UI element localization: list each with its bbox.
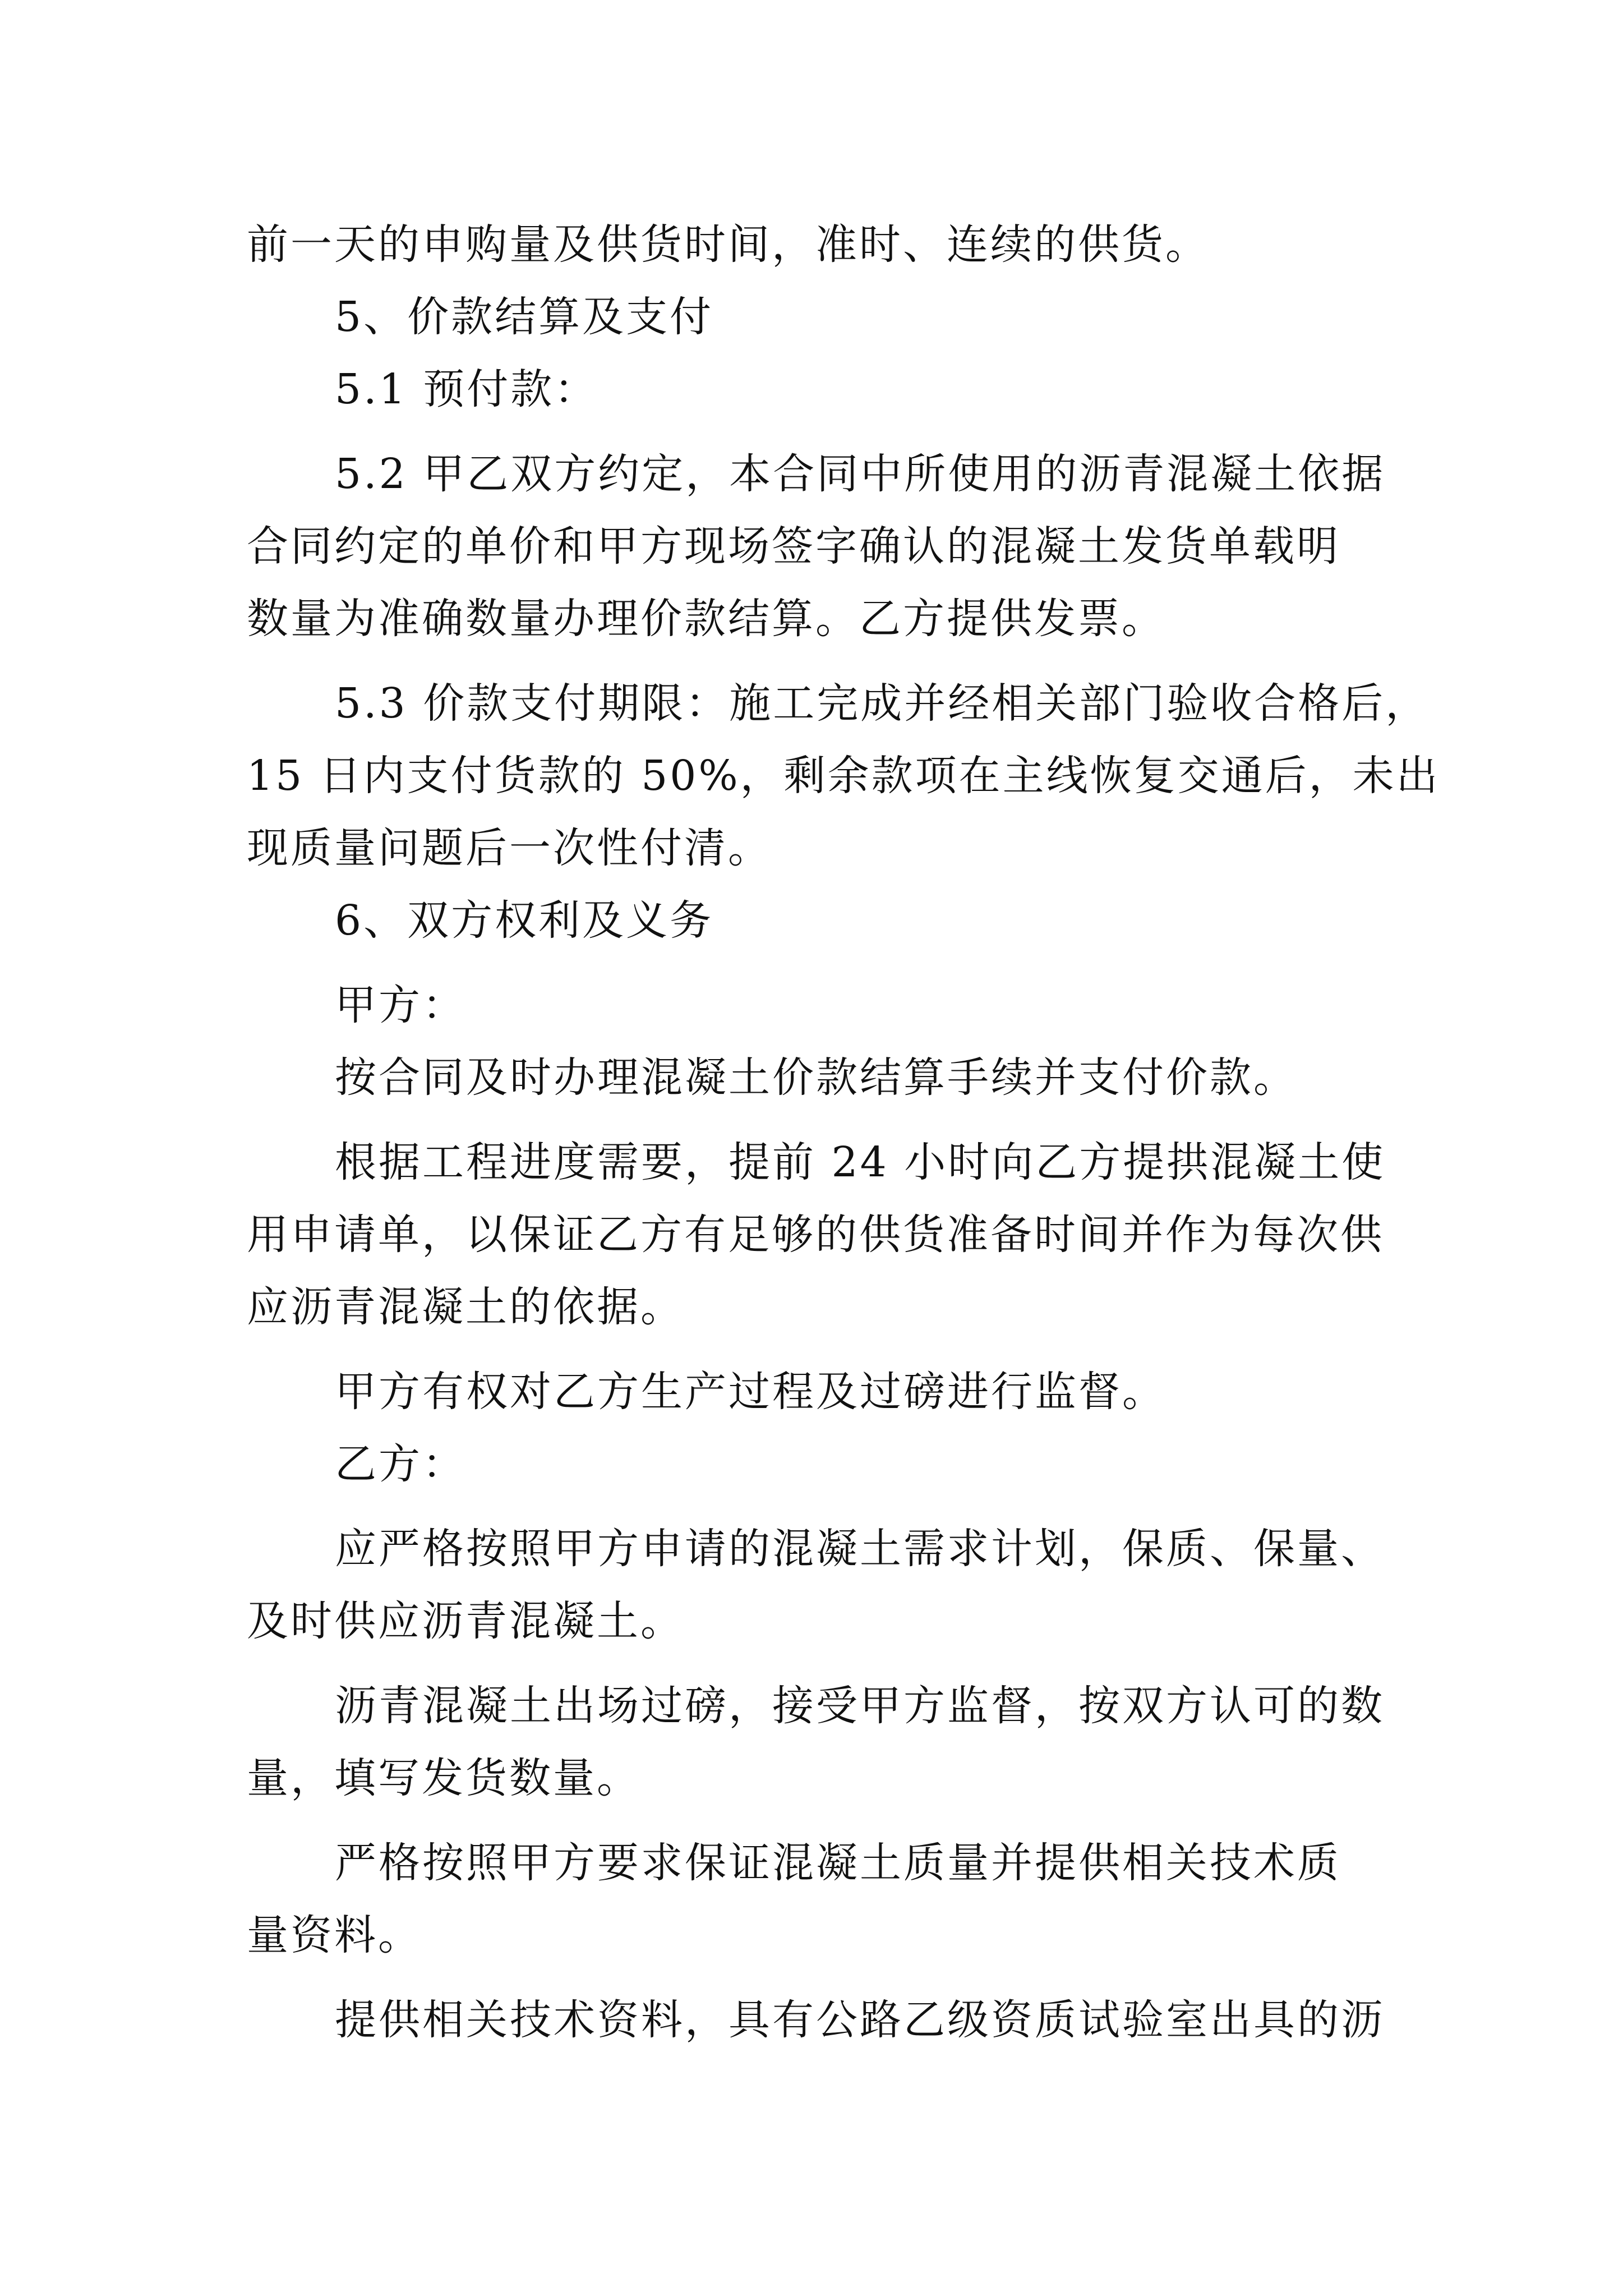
text-line: 应严格按照甲方申请的混凝土需求计划，保质、保量、 [335,1525,1385,1573]
text-line: 用申请单，以保证乙方有足够的供货准备时间并作为每次供 [247,1211,1384,1259]
text-line: 前一天的申购量及供货时间，准时、连续的供货。 [247,220,1209,269]
text-line: 甲方有权对乙方生产过程及过磅进行监督。 [335,1368,1166,1416]
text-line: 沥青混凝土出场过磅，接受甲方监督，按双方认可的数 [335,1682,1385,1730]
text-line: 数量为准确数量办理价款结算。乙方提供发票。 [247,595,1165,643]
text-line: 15 日内支付货款的 50%，剩余款项在主线恢复交通后，未出 [247,752,1440,800]
text-line: 及时供应沥青混凝土。 [247,1597,684,1645]
text-line: 量，填写发货数量。 [247,1754,640,1802]
text-line: 量资料。 [247,1911,422,1959]
text-line: 按合同及时办理混凝土价款结算手续并支付价款。 [335,1053,1297,1102]
section-heading: 6、双方权利及义务 [335,896,714,945]
text-line: 5.1 预付款： [335,365,598,413]
section-heading: 5、价款结算及支付 [335,293,714,341]
text-line: 现质量问题后一次性付清。 [247,824,772,872]
text-line: 应沥青混凝土的依据。 [247,1283,684,1331]
text-line: 5.2 甲乙双方约定，本合同中所使用的沥青混凝土依据 [335,450,1386,498]
text-line: 提供相关技术资料，具有公路乙级资质试验室出具的沥 [335,1996,1385,2044]
text-line: 严格按照甲方要求保证混凝土质量并提供相关技术质 [335,1839,1341,1887]
text-line: 乙方： [335,1440,466,1488]
text-line: 合同约定的单价和甲方现场签字确认的混凝土发货单载明 [247,522,1340,570]
text-line: 根据工程进度需要，提前 24 小时向乙方提拱混凝土使 [335,1138,1386,1186]
text-line: 5.3 价款支付期限：施工完成并经相关部门验收合格后， [335,679,1430,728]
text-line: 甲方： [335,981,466,1029]
